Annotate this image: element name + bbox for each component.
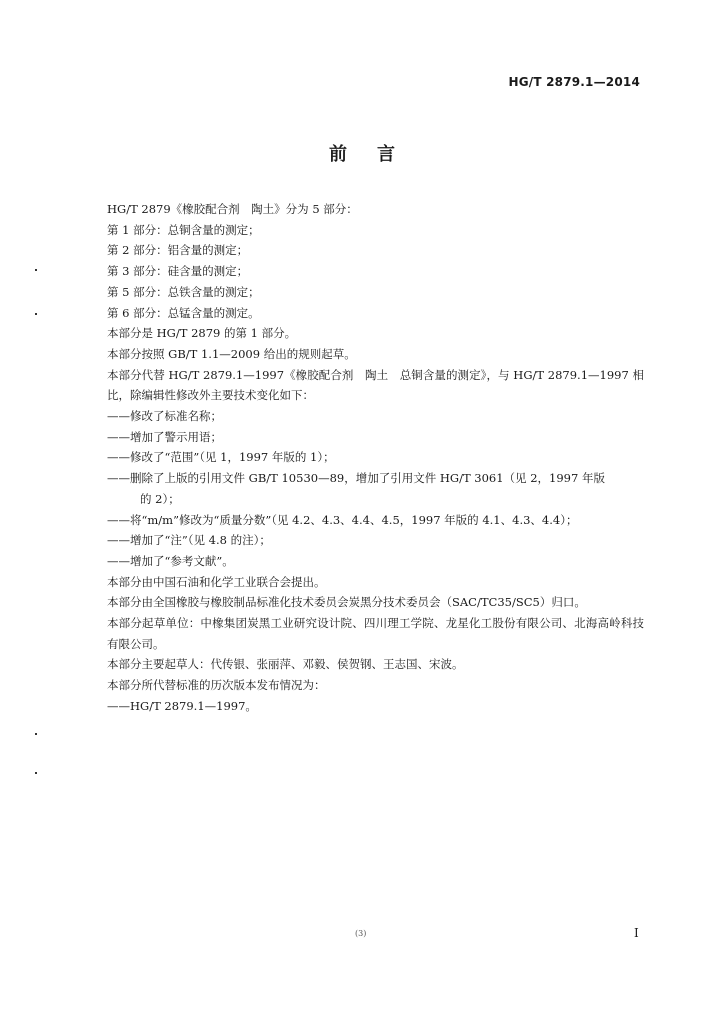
page-title (0, 140, 724, 166)
title-char: 前 (329, 144, 347, 165)
change-item: ——增加了“参考文献”。 (107, 553, 234, 568)
change-item: ——修改了“范围”（见 1，1997 年版的 1）； (107, 450, 335, 465)
scan-speck (35, 269, 37, 271)
change-item: ——删除了上版的引用文件 GB/T 10530—89，增加了引用文件 HG/T 3061（见 2，1997 年版 (107, 471, 605, 486)
title-char: 言 (377, 144, 395, 165)
list-item: 第 6 部分：总锰含量的测定。 (107, 305, 260, 320)
list-item: 第 2 部分：铝含量的测定； (107, 243, 249, 258)
side-mark: I (634, 926, 639, 940)
paragraph: 本部分代替 HG/T 2879.1—1997《橡胶配合剂 陶土 总铜含量的测定》，与 HG/T 2879.1—1997 相比，除编辑性修改外主要技术变化如下： (107, 367, 644, 403)
paragraph: 本部分主要起草人：代传银、张丽萍、邓毅、侯贺钢、王志国、宋波。 (107, 657, 464, 672)
list-item: 第 5 部分：总铁含量的测定； (107, 284, 260, 299)
paragraph: 本部分起草单位：中橡集团炭黑工业研究设计院、四川理工学院、龙星化工股份有限公司、北海高岭科技有限公司。 (107, 616, 644, 651)
paragraph: 本部分由中国石油和化学工业联合会提出。 (107, 574, 326, 589)
scan-speck (35, 313, 37, 315)
foreword-body (86, 199, 644, 717)
change-item: ——增加了警示用语； (107, 429, 222, 444)
paragraph: HG/T 2879《橡胶配合剂 陶土》分为 5 部分： (107, 202, 358, 216)
page-number: (3) (355, 929, 367, 938)
paragraph: 本部分所代替标准的历次版本发布情况为： (107, 678, 326, 693)
change-item: ——修改了标准名称； (107, 409, 222, 424)
change-item: ——HG/T 2879.1—1997。 (107, 698, 257, 713)
change-item-continuation: 的 2）； (140, 491, 180, 506)
list-item: 第 3 部分：硅含量的测定； (107, 264, 249, 279)
scan-speck (35, 733, 37, 735)
paragraph: 本部分由全国橡胶与橡胶制品标准化技术委员会炭黑分技术委员会（SAC/TC35/SC5）归口。 (107, 595, 586, 610)
change-item: ——增加了“注”（见 4.8 的注）； (107, 533, 271, 548)
list-item: 第 1 部分：总铜含量的测定； (107, 222, 260, 237)
paragraph: 本部分是 HG/T 2879 的第 1 部分。 (107, 326, 297, 341)
standard-number: HG/T 2879.1—2014 (508, 75, 640, 89)
paragraph: 本部分按照 GB/T 1.1—2009 给出的规则起草。 (107, 346, 356, 361)
scan-speck (35, 772, 37, 774)
change-item: ——将“m/m”修改为“质量分数”（见 4.2、4.3、4.4、4.5，1997 年版的 4.1、4.3、4.4）； (107, 512, 578, 527)
